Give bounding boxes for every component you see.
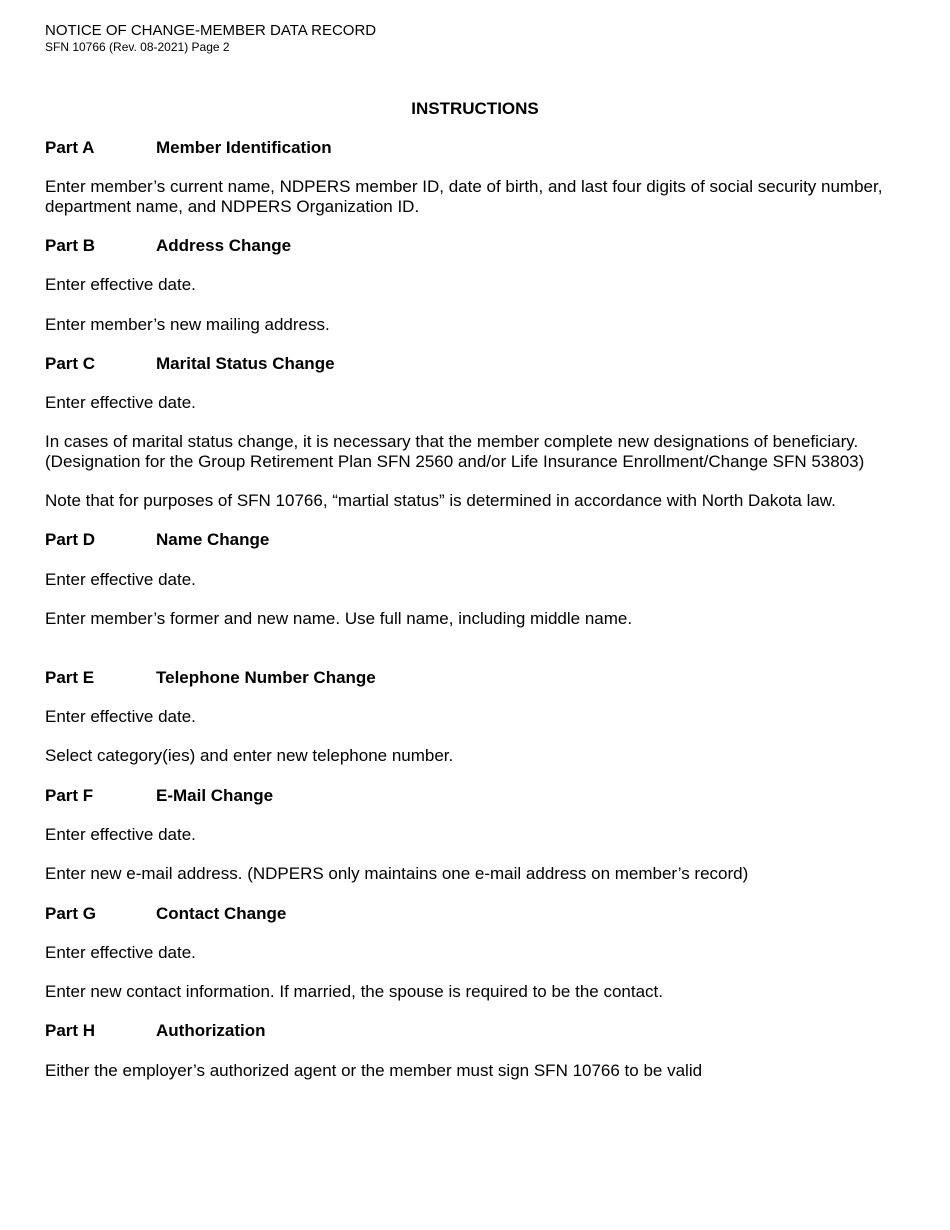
part-h-heading [45,1021,266,1041]
part-title: Address Change [156,236,292,255]
part-c-instructions [45,432,864,472]
paragraph-line: department name, and NDPERS Organization ID. [45,197,420,216]
part-a-heading [45,138,332,158]
part-f-instructions: Enter new e-mail address. (NDPERS only maintains one e-mail address on member’s record) [45,864,749,883]
paragraph-line: In cases of marital status change, it is necessary that the member complete new designations of beneficiary. [45,432,859,451]
instructions-heading: INSTRUCTIONS [411,99,539,118]
part-b-effective-date: Enter effective date. [45,275,196,294]
part-title: Telephone Number Change [156,668,376,687]
part-d-instructions: Enter member’s former and new name. Use full name, including middle name. [45,609,633,628]
part-title: Marital Status Change [156,354,335,373]
part-e-heading [45,668,376,688]
part-title: Authorization [156,1021,266,1040]
part-label: Part B [45,236,96,255]
part-g-effective-date: Enter effective date. [45,943,196,962]
part-title: E-Mail Change [156,786,274,805]
part-label: Part G [45,904,97,923]
part-b-instructions: Enter member’s new mailing address. [45,315,330,334]
part-c-heading [45,354,335,374]
part-h-instructions: Either the employer’s authorized agent or the member must sign SFN 10766 to be valid [45,1061,703,1080]
part-label: Part F [45,786,94,805]
part-g-heading [45,904,286,924]
part-f-effective-date: Enter effective date. [45,825,196,844]
part-e-effective-date: Enter effective date. [45,707,196,726]
part-c-effective-date: Enter effective date. [45,393,196,412]
part-c-note: Note that for purposes of SFN 10766, “martial status” is determined in accordance with North Dakota law. [45,491,836,510]
part-b-heading [45,236,291,256]
part-d-effective-date: Enter effective date. [45,570,196,589]
part-label: Part E [45,668,95,687]
form-title: NOTICE OF CHANGE-MEMBER DATA RECORD [45,22,377,39]
form-id: SFN 10766 (Rev. 08-2021) Page 2 [45,40,230,54]
part-d-heading [45,530,269,550]
part-f-heading [45,786,273,806]
part-label: Part H [45,1021,96,1040]
paragraph-line: Enter member’s current name, NDPERS member ID, date of birth, and last four digits of social security number, [45,177,883,196]
part-a-instructions [45,177,882,217]
paragraph-line: (Designation for the Group Retirement Plan SFN 2560 and/or Life Insurance Enrollment/Change SFN 53803) [45,452,865,471]
part-label: Part C [45,354,96,373]
part-label: Part A [45,138,95,157]
part-label: Part D [45,530,96,549]
part-g-instructions: Enter new contact information. If married, the spouse is required to be the contact. [45,982,663,1001]
part-title: Name Change [156,530,270,549]
part-title: Member Identification [156,138,332,157]
part-e-instructions: Select category(ies) and enter new telephone number. [45,746,454,765]
part-title: Contact Change [156,904,287,923]
